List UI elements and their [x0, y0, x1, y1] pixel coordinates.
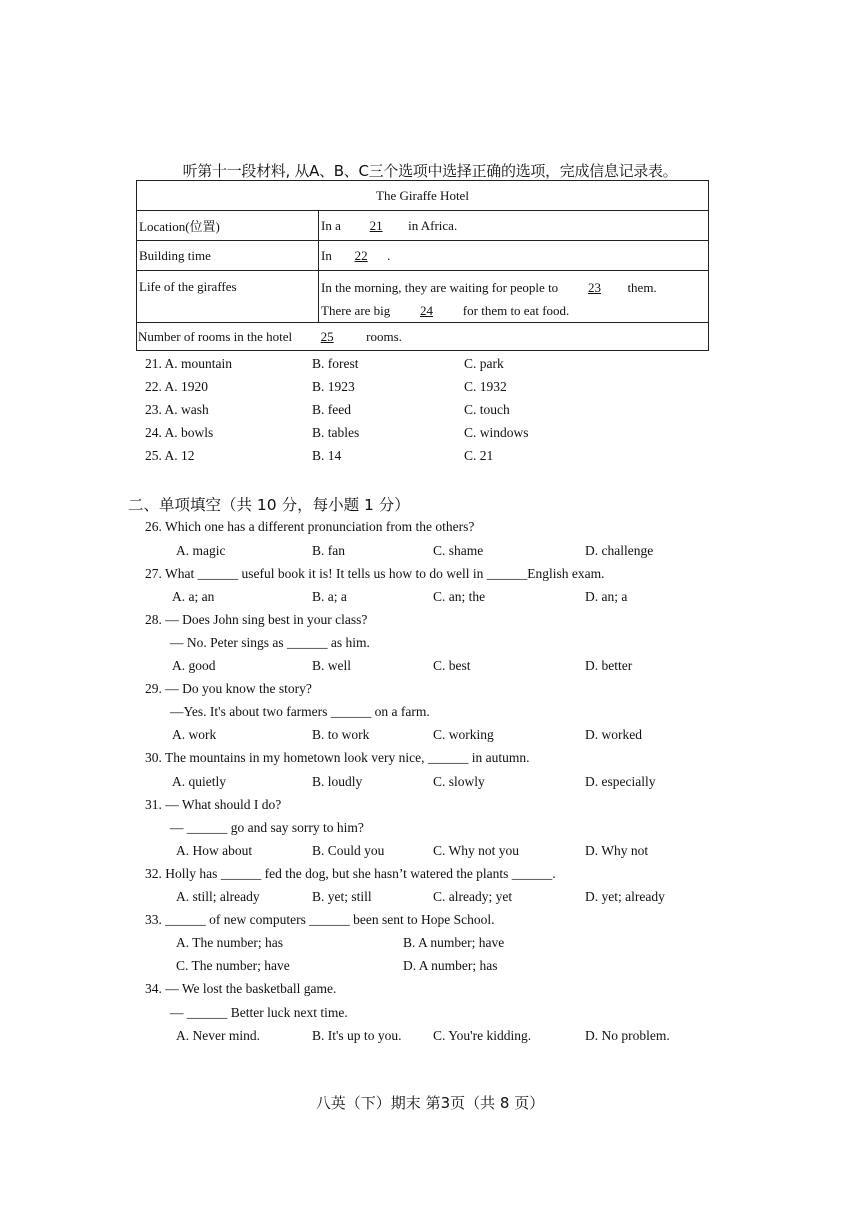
question-31-stem-line2: — ______ go and say sorry to him? [170, 820, 364, 835]
question-32-option-b[interactable]: B. yet; still [312, 889, 372, 904]
question-29-stem-line2: —Yes. It's about two farmers ______ on a farm. [170, 704, 430, 719]
text-post: in Africa. [408, 217, 458, 233]
question-32-stem: 32. Holly has ______ fed the dog, but she hasn’t watered the plants ______. [145, 866, 556, 881]
text-post: for them to eat food. [462, 303, 570, 318]
question-32-option-c[interactable]: C. already; yet [433, 889, 513, 904]
question-34-stem-line2: — ______ Better luck next time. [170, 1005, 348, 1020]
blank-22[interactable]: 22 [354, 247, 368, 263]
question-26-option-b[interactable]: B. fan [312, 543, 345, 558]
question-30-option-d[interactable]: D. especially [585, 774, 656, 789]
question-28-option-b[interactable]: B. well [312, 658, 351, 673]
option-21-a[interactable]: 21. A. mountain [145, 356, 232, 371]
option-25-c[interactable]: C. 21 [464, 448, 494, 463]
listening-instruction: 听第十一段材料, 从A、B、C三个选项中选择正确的选项，完成信息记录表。 [182, 162, 678, 180]
question-26-stem: 26. Which one has a different pronunciation from the others? [145, 519, 475, 534]
question-26-option-d[interactable]: D. challenge [585, 543, 654, 558]
question-27-stem: 27. What ______ useful book it is! It tells us how to do well in ______English exam. [145, 566, 605, 581]
question-31-option-a[interactable]: A. How about [176, 843, 253, 858]
row-value-building-time [319, 241, 709, 271]
section-2-title: 二、单项填空（共 10 分，每小题 1 分） [128, 496, 410, 514]
question-29-option-c[interactable]: C. working [433, 727, 494, 742]
option-21-c[interactable]: C. park [464, 356, 504, 371]
option-21-b[interactable]: B. forest [312, 356, 359, 371]
question-34-stem: 34. — We lost the basketball game. [145, 981, 337, 996]
option-23-a[interactable]: 23. A. wash [145, 402, 209, 417]
question-30-stem: 30. The mountains in my hometown look very nice, ______ in autumn. [145, 750, 530, 765]
question-29-option-b[interactable]: B. to work [312, 727, 370, 742]
question-32-option-a[interactable]: A. still; already [176, 889, 260, 904]
row-label-giraffe-life: Life of the giraffes [137, 271, 319, 323]
option-22-a[interactable]: 22. A. 1920 [145, 379, 209, 394]
question-27-option-c[interactable]: C. an; the [433, 589, 486, 604]
text-pre: There are big [321, 303, 391, 318]
blank-21[interactable]: 21 [369, 217, 383, 233]
text-pre: In [321, 247, 332, 263]
question-30-option-c[interactable]: C. slowly [433, 774, 485, 789]
option-22-b[interactable]: B. 1923 [312, 379, 355, 394]
text-post: rooms. [366, 328, 402, 344]
row-label-location: Location(位置) [137, 211, 319, 241]
blank-23[interactable]: 23 [587, 280, 601, 295]
text-pre: In the morning, they are waiting for people to [321, 280, 559, 295]
question-33-option-d[interactable]: D. A number; has [403, 958, 498, 973]
page-footer: 八英（下）期末 第3页（共 8 页） [315, 1094, 545, 1112]
question-31-option-d[interactable]: D. Why not [585, 843, 649, 858]
question-29-option-d[interactable]: D. worked [585, 727, 642, 742]
option-24-b[interactable]: B. tables [312, 425, 360, 440]
question-33-stem: 33. ______ of new computers ______ been sent to Hope School. [145, 912, 495, 927]
blank-25[interactable]: 25 [320, 328, 334, 344]
question-28-option-d[interactable]: D. better [585, 658, 633, 673]
question-33-option-c[interactable]: C. The number; have [176, 958, 290, 973]
question-31-stem: 31. — What should I do? [145, 797, 282, 812]
row-label-building-time: Building time [137, 241, 319, 271]
option-24-c[interactable]: C. windows [464, 425, 529, 440]
row-value-location [319, 211, 709, 241]
row-value-giraffe-life [319, 271, 709, 323]
text-post: . [387, 247, 391, 263]
option-22-c[interactable]: C. 1932 [464, 379, 507, 394]
option-25-b[interactable]: B. 14 [312, 448, 342, 463]
question-28-stem-line2: — No. Peter sings as ______ as him. [170, 635, 370, 650]
question-34-option-b[interactable]: B. It's up to you. [312, 1028, 402, 1043]
option-23-c[interactable]: C. touch [464, 402, 510, 417]
text-post: them. [627, 280, 657, 295]
question-34-option-c[interactable]: C. You're kidding. [433, 1028, 532, 1043]
question-34-option-a[interactable]: A. Never mind. [176, 1028, 260, 1043]
question-27-option-b[interactable]: B. a; a [312, 589, 347, 604]
giraffe-life-line-2 [321, 299, 706, 322]
question-29-stem: 29. — Do you know the story? [145, 681, 312, 696]
question-27-option-d[interactable]: D. an; a [585, 589, 628, 604]
row-label-rooms: Number of rooms in the hotel [138, 328, 293, 344]
question-28-stem: 28. — Does John sing best in your class? [145, 612, 368, 627]
giraffe-life-line-1 [321, 276, 706, 299]
blank-24[interactable]: 24 [420, 303, 434, 318]
table-title: The Giraffe Hotel [137, 181, 709, 211]
option-25-a[interactable]: 25. A. 12 [145, 448, 195, 463]
question-28-option-c[interactable]: C. best [433, 658, 471, 673]
option-23-b[interactable]: B. feed [312, 402, 351, 417]
question-31-option-c[interactable]: C. Why not you [433, 843, 520, 858]
info-record-table [136, 180, 709, 351]
option-24-a[interactable]: 24. A. bowls [145, 425, 214, 440]
question-32-option-d[interactable]: D. yet; already [585, 889, 665, 904]
row-rooms [137, 323, 709, 351]
question-30-option-a[interactable]: A. quietly [172, 774, 226, 789]
question-28-option-a[interactable]: A. good [172, 658, 216, 673]
question-31-option-b[interactable]: B. Could you [312, 843, 385, 858]
question-26-option-a[interactable]: A. magic [176, 543, 226, 558]
question-29-option-a[interactable]: A. work [172, 727, 217, 742]
question-34-option-d[interactable]: D. No problem. [585, 1028, 670, 1043]
question-33-option-b[interactable]: B. A number; have [403, 935, 505, 950]
question-26-option-c[interactable]: C. shame [433, 543, 484, 558]
question-30-option-b[interactable]: B. loudly [312, 774, 363, 789]
text-pre: In a [321, 217, 341, 233]
question-33-option-a[interactable]: A. The number; has [176, 935, 283, 950]
question-27-option-a[interactable]: A. a; an [172, 589, 215, 604]
